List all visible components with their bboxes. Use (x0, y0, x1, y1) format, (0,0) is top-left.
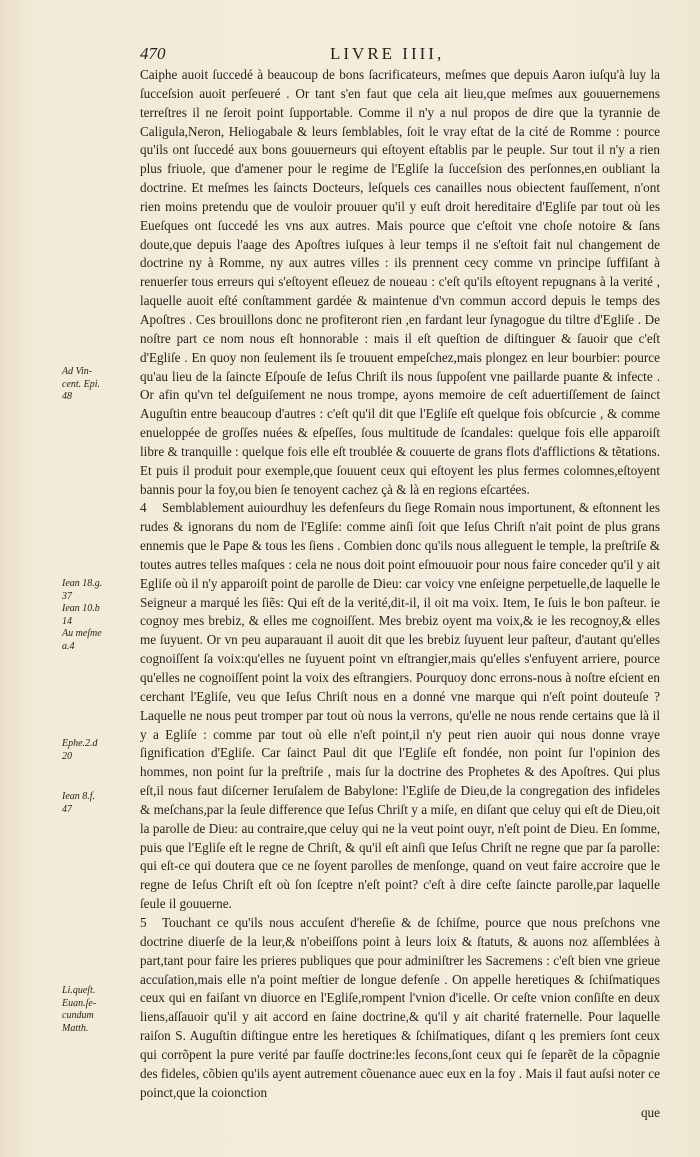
margin-note-line: Ephe.2.d (62, 738, 98, 749)
margin-note-li-quest (62, 985, 132, 1035)
margin-note-ad-vincent (62, 366, 132, 404)
margin-note-line: Li.queſt. (62, 985, 96, 996)
catchword: que (640, 1105, 660, 1121)
margin-note-line: 20 (62, 750, 72, 762)
margin-note-line: Iean 18.g. (62, 578, 103, 589)
margin-note-line: Ad Vin- (62, 366, 93, 377)
paragraph-4 (140, 499, 660, 914)
paragraph-text: Caiphe auoit ſuccedé à beaucoup de bons ſacrificateurs, meſmes que depuis Aaron iuſqu'à luy la ſucceſsion auoit perſeueré . Or tant s'en faut que cela ait lieu,que meſmes aux gouuernemens terreſtres il ne ſeroit point ſupportable. Comme il n'y a nul propos de dire que la tyrannie de Caligula,Neron, Heliogabale & leurs ſemblables, ſoit le vray eſtat de la cité de Romme : pource qu'ils ont ſuccedé aux bons gouuerneurs qui eſtoyent eſtablis par le peuple. Sur tout il n'y a rien plus friuole, que d'amener pour le regime de l'Egliſe la ſucceſsion des perſonnes,en oubliant la doctrine. Et meſmes les ſaincts Docteurs, leſquels ces canailles nous obiectent fauſſement, n'ont rien moins pretendu que de vouloir prouuer qu'il y euſt droit hereditaire d'Egliſe par tout où les Eueſques ont ſuccedé les vns aux autres. Mais pource que c'eſtoit vne choſe notoire & ſans doute,que depuis l'aage des Apoſtres iuſques à leur temps il ne s'eſtoit fait nul changement de doctrine ny à Romme, ny aux autres villes : ils prennent cecy comme vn principe ſuffiſant à renuerſer tous erreurs qui s'eſtoyent eſleuez de noueau : c'eſt qu'ils eſtoyent repugnans à la verité , laquelle auoit eſté conſtamment gardée & maintenue d'vn commun accord depuis le temps des Apoſtres . Ces brouillons donc ne profiteront rien ,en fardant leur ſynagogue du tiltre d'Egliſe . De noſtre part ce nom nous eſt honnorable : mais il eſt queſtion de diſtinguer & ſauoir que c'eſt d'Egliſe . En quoy non ſeulement ils ſe trouuent empeſchez,mais plongez en leur bourbier: pource qu'au lieu de la ſaincte Eſpouſe de Ieſus Chriſt ils nous ſuppoſent vne paillarde puante & infecte . Or afin qu'vn tel deſguiſement ne nous trompe, ayons memoire de ceſt aduertiſſement de ſainct Auguſtin entre beaucoup d'autres : c'eſt qu'il dit que l'Egliſe eſt quelque fois obſcurcie , & comme enueloppée de groſſes nuées & eſpeſſes, ſous multitude de ſcandales: quelque fois elle apparoiſt libre & tranquille : quelque fois elle eſt troublée & couuerte de grans flots d'afflictions & tẽtations. Et puis il produit pour exemple,que ſouuent ceux qui eſtoyent les plus fermes colomnes,eſtoyent bannis pour la foy,ou bien ſe tenoyent cachez çà & là en regions eſcartées. (140, 67, 660, 497)
margin-note-ephe (62, 738, 132, 763)
margin-note-line: 47 (62, 803, 72, 815)
margin-note-line: Euan.ſe- (62, 997, 97, 1009)
paragraph-continuation (140, 66, 660, 499)
main-text (140, 66, 660, 1123)
margin-note-line: a.4 (62, 640, 75, 652)
margin-note-line: cundum (62, 1010, 94, 1021)
margin-note-line: 37 (62, 590, 72, 602)
paragraph-number: 4 (140, 500, 147, 516)
margin-note-line: 48 (62, 391, 72, 402)
paragraph-5 (140, 914, 660, 1102)
page-number: 470 (140, 44, 166, 63)
margin-note-line: Iean 10.b (62, 603, 100, 614)
margin-note-line: cent. Epi. (62, 378, 101, 390)
margin-note-line: Au meſme (62, 628, 102, 639)
page-header (140, 44, 660, 68)
paragraph-text: Touchant ce qu'ils nous accuſent d'hereſie & de ſchiſme, pource que nous preſchons vne doctrine diuerſe de la leur,& n'obeiſſons point à leurs loix & ſtatuts, & auons noz aſſemblées à part,tant pour faire les prieres publiques que pour adminiſtrer les Sacremens : c'eſt bien vne grieue accuſation,mais elle n'a point meſtier de longue defenſe . On appelle heretiques & ſchiſmatiques ceux qui en faiſant vn diuorce en l'Egliſe,rompent l'vnion d'icelle. Or ceſte vnion conſiſte en deux liens,aſſauoir qu'il y ait accord en ſaine doctrine,& qu'il y ait charité fraternelle. Pour laquelle raiſon S. Auguſtin diſtingue entre les heretiques & ſchiſmatiques, diſant q les premiers ſont ceux qui corrõpent la pure verité par fauſſe doctrine:les ſecons,ſont ceux qui ſe ſeparẽt de la cõpagnie des fideles, cõbien qu'ils ayent autrement cõuenance auec eux en la foy . Mais il faut auſsi noter ce poinct,que la coionction (140, 914, 660, 1100)
margin-note-line: 14 (62, 615, 72, 627)
margin-note-iean-18 (62, 578, 132, 653)
running-head: LIVRE IIII, (330, 44, 445, 63)
paragraph-number: 5 (140, 914, 147, 930)
margin-note-line: Iean 8.f. (62, 791, 96, 802)
margin-note-iean-8 (62, 791, 132, 816)
margin-note-line: Matth. (62, 1022, 89, 1034)
paragraph-text: Semblablement auiourdhuy les defenſeurs du ſiege Romain nous importunent, & eſtonnent les rudes & ignorans du nom de l'Egliſe: comme ainſi ſoit que Ieſus Chriſt n'ait point de plus grans ennemis que le Pape & tous les ſiens . Combien donc qu'ils nous alleguent le temple, la preſtriſe & toutes autres telles maſques : cela ne nous doit point eſmouuoir pour nous faire conceder qu'il y ait Egliſe où il n'y apparoiſt point de parolle de Dieu: car voicy vne enſeigne perpetuelle,de laquelle le Seigneur a marqué les ſiẽs: Qui eſt de la verité,dit-il, il oit ma voix. Item, Ie ſuis le bon paſteur. ie cognoy mes brebiz, & elles me cognoiſſent. Mes brebiz oyent ma voix,& ie les recognoy,& elles me ſuyuent. Or vn peu auparauant il auoit dit que les brebiz ſuyuent leur paſteur, d'autant qu'elles cognoiſſent ſa voix:qu'elles ne ſuyuent point vn eſtrangier,mais qu'elles s'enfuyent arriere, pource qu'elles ne cognoiſſent point la voix des eſtrangiers. Pourquoy donc errons-nous à noſtre eſcient en cerchant l'Egliſe, veu que Ieſus Chriſt nous en a donné vne marque qui n'eſt point douteuſe ? Laquelle ne nous peut tromper par tout où nous la verrons, qu'elle ne nous rende certains que là il y a Egliſe : comme par tout où elle n'eſt point,il n'y peut rien auoir qui nous donne vraye ſignification d'Egliſe. Car ſainct Paul dit que l'Egliſe eſt fondée, non point ſur l'opinion des hommes, non point ſur la preſtriſe , mais ſur la doctrine des Prophetes & des Apoſtres. Qui plus eſt,il nous faut diſcerner Ieruſalem de Babylone: l'Egliſe de Dieu,de la congregation des infideles & meſchans,par la ſeule difference que Ieſus Chriſt y a miſe, en diſant que celuy qui eſt de Dieu,oit la parolle de Dieu: au contraire,que celuy qui ne la veut point ouyr, n'eſt point de Dieu. En ſomme, puis que l'Egliſe eſt le regne de Chriſt, & qu'il eſt ainſi que Ieſus Chriſt ne regne que par ſa parolle: qui eſt-ce qui doutera que ce ne ſoyent parolles de menſonge, quand on veut faire accroire que le regne de Ieſus Chriſt eſt où ſon ſceptre n'eſt point? c'eſt à dire ceſte ſaincte parolle,par laquelle ſeule il gouuerne. (140, 500, 660, 912)
